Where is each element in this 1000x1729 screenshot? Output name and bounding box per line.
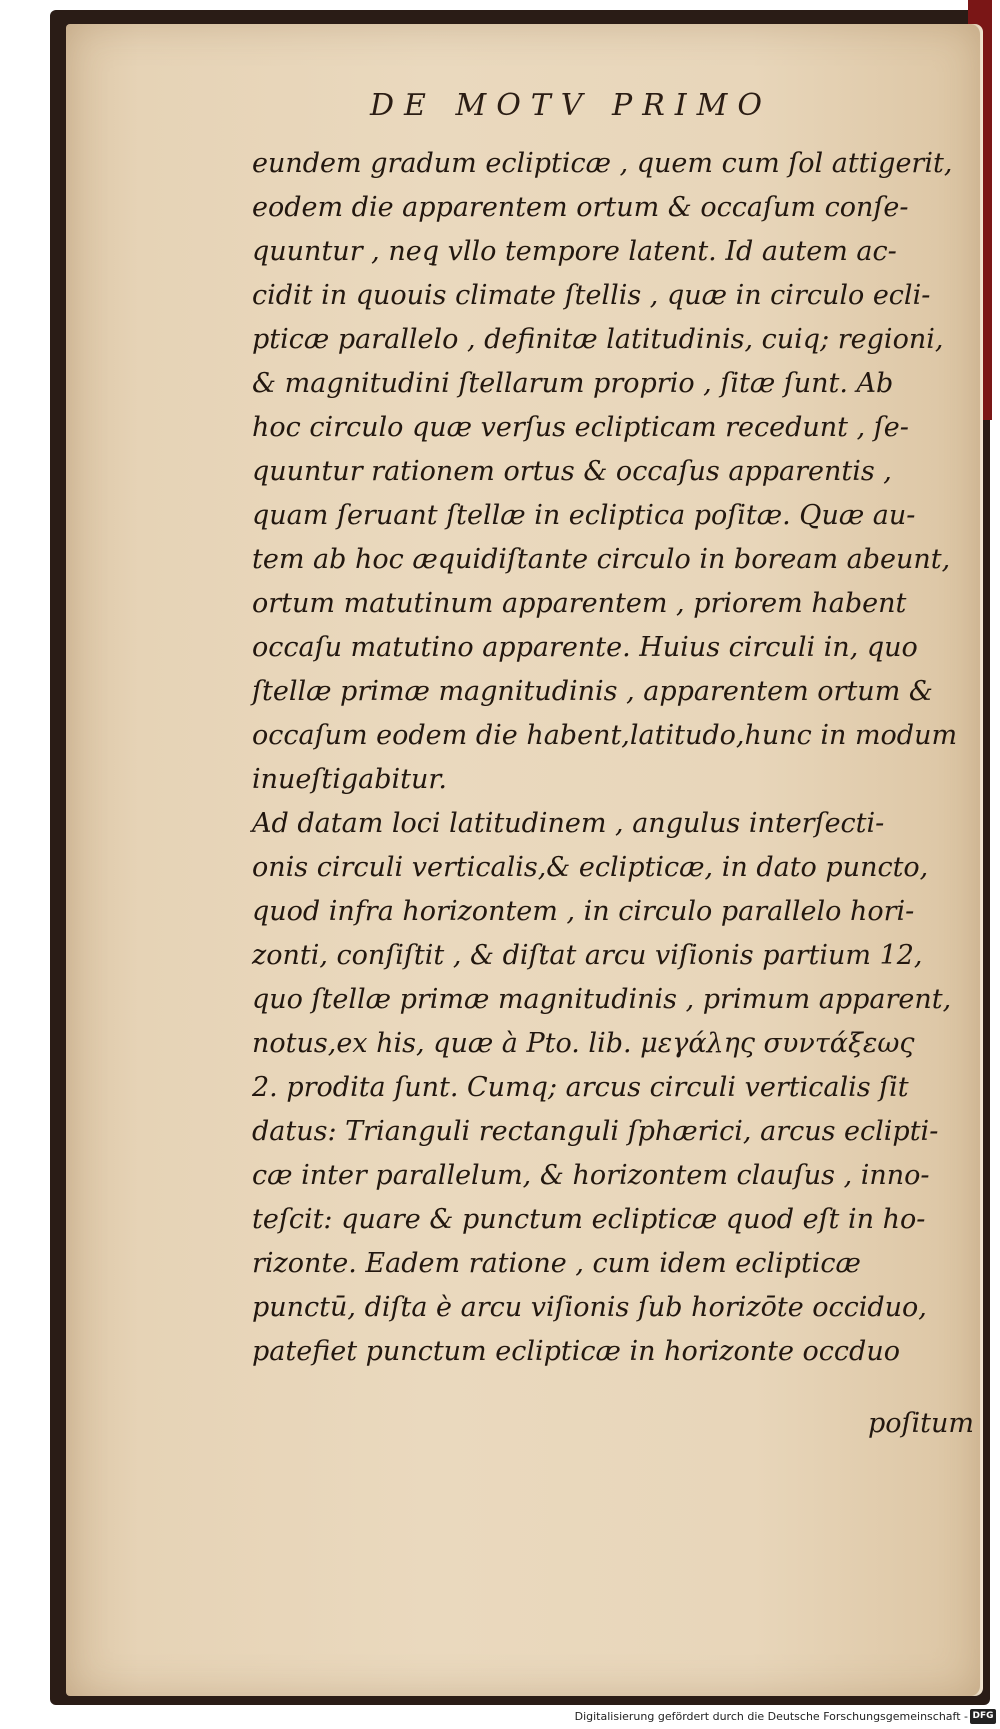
text-line: eundem gradum eclipticæ , quem cum ſol attigerit,: [252, 148, 953, 179]
text-line: datus: Trianguli rectanguli ſphærici, arcus eclipti-: [252, 1116, 939, 1147]
text-line: quuntur , neq̧ vllo tempore latent. Id autem ac-: [252, 236, 897, 267]
text-line: patefiet punctum eclipticæ in horizonte occduo: [252, 1336, 900, 1367]
text-line: occaſu matutino apparente. Huius circuli in, quo: [252, 632, 918, 663]
running-head: DE MOTV PRIMO: [370, 88, 772, 123]
text-line: punctū, diſta è arcu viſionis ſub horizōte occiduo,: [252, 1292, 927, 1323]
text-line: teſcit: quare & punctum eclipticæ quod eſt in ho-: [252, 1204, 926, 1235]
text-line: hoc circulo quæ verſus eclipticam recedunt , ſe-: [252, 412, 909, 443]
text-line: cæ inter parallelum, & horizontem clauſus , inno-: [252, 1160, 930, 1191]
text-line: ortum matutinum apparentem , priorem habent: [252, 588, 907, 619]
text-line: zonti, conſiſtit , & diſtat arcu viſionis partium 12,: [252, 940, 923, 971]
text-line: quod infra horizontem , in circulo parallelo hori-: [252, 896, 915, 927]
text-line: tem ab hoc æquidiſtante circulo in boream abeunt,: [252, 544, 951, 575]
text-line: cidit in quouis climate ſtellis , quæ in circulo ecli-: [252, 280, 931, 311]
text-line: occaſum eodem die habent,latitudo,hunc in modum: [252, 720, 958, 751]
text-line: inueſtigabitur.: [252, 764, 447, 795]
text-line: pticæ parallelo , definitæ latitudinis, cuiq; regioni,: [252, 324, 944, 355]
text-line: & magnitudini ſtellarum proprio , ſitæ ſunt. Ab: [252, 368, 894, 399]
text-line: onis circuli verticalis,& eclipticæ, in dato puncto,: [252, 852, 929, 883]
text-line: rizonte. Eadem ratione , cum idem eclipticæ: [252, 1248, 861, 1279]
dfg-logo: DFG: [970, 1709, 996, 1724]
catchword: poſitum: [868, 1408, 975, 1439]
text-line: quam ſeruant ſtellæ in ecliptica poſitæ. Quæ au-: [252, 500, 916, 531]
text-line: eodem die apparentem ortum & occaſum conſe-: [252, 192, 909, 223]
text-line: quuntur rationem ortus & occaſus apparentis ,: [252, 456, 892, 487]
text-line: quo ſtellæ primæ magnitudinis , primum apparent,: [252, 984, 952, 1015]
text-line: Ad datam loci latitudinem , angulus interſecti-: [252, 808, 885, 839]
text-line: ſtellæ primæ magnitudinis , apparentem ortum &: [252, 676, 933, 707]
text-line: 2. prodita ſunt. Cumq; arcus circuli verticalis ſit: [252, 1072, 909, 1103]
text-line: notus,ex his, quæ à Pto. lib. μεγάλης συντάξεως: [252, 1028, 915, 1059]
funding-credit: Digitalisierung gefördert durch die Deutsche Forschungsgemeinschaft -: [574, 1710, 968, 1723]
